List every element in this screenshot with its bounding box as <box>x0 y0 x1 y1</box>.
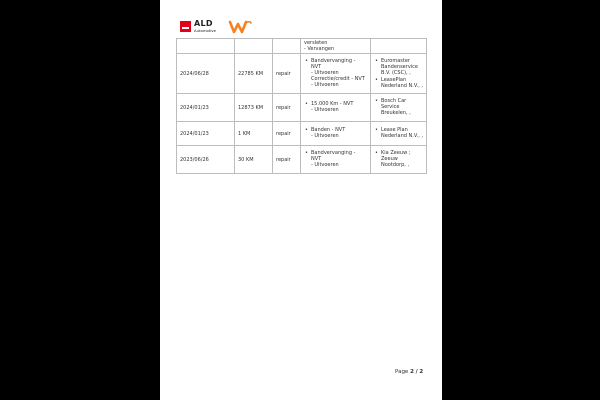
actions-cell <box>301 39 371 54</box>
actions-cell <box>301 122 371 146</box>
mileage-cell: 22785 KM <box>235 54 273 94</box>
table-row <box>177 94 427 122</box>
maintenance-history-table <box>176 38 427 174</box>
action-text: versleten - Vervangen <box>304 40 335 52</box>
ald-logo-subtitle: Automotive <box>194 28 216 33</box>
page-current: 2 <box>410 369 414 375</box>
suppliers-cell <box>371 39 427 54</box>
page-number <box>395 369 423 375</box>
ald-automotive-logo <box>180 20 220 37</box>
actions-cell <box>301 94 371 122</box>
date-cell: 2024/01/23 <box>177 122 235 146</box>
mileage-cell: 1 KM <box>235 122 273 146</box>
date-cell: 2024/01/23 <box>177 94 235 122</box>
type-cell: repair <box>273 146 301 174</box>
ald-logo-bar <box>182 27 189 29</box>
type-cell: repair <box>273 94 301 122</box>
date-cell <box>177 39 235 54</box>
actions-list <box>304 58 367 88</box>
suppliers-list <box>374 150 423 168</box>
mileage-cell: 12873 KM <box>235 94 273 122</box>
suppliers-cell <box>371 54 427 94</box>
page-label: Page <box>395 369 409 375</box>
table-row <box>177 146 427 174</box>
ald-logo-name: ALD <box>194 19 213 28</box>
suppliers-cell <box>371 122 427 146</box>
supplier-item: • Lease Plan Nederland N.V., , <box>381 127 423 139</box>
table-row <box>177 54 427 94</box>
suppliers-list <box>374 98 423 116</box>
table-row <box>177 39 427 54</box>
page-total: 2 <box>419 369 424 375</box>
date-cell: 2024/06/28 <box>177 54 235 94</box>
supplier-item: • LeasePlan Nederland N.V., , <box>381 77 423 89</box>
action-item: • Bandvervanging - NVT - Uitvoeren Correctie/credit - NVT - Uitvoeren <box>311 58 367 88</box>
mileage-cell <box>235 39 273 54</box>
actions-cell <box>301 54 371 94</box>
action-item: • Banden - NVT - Uitvoeren <box>311 127 367 139</box>
actions-list <box>304 150 367 168</box>
leaseplan-logo <box>228 18 252 36</box>
actions-cell <box>301 146 371 174</box>
actions-list <box>304 101 367 113</box>
page-separator: / <box>415 369 418 375</box>
suppliers-list <box>374 127 423 139</box>
suppliers-cell <box>371 146 427 174</box>
document-page <box>160 0 442 400</box>
type-cell <box>273 39 301 54</box>
supplier-item: • Euromaster Bandenservice B.V. (CSC), , <box>381 58 423 76</box>
action-item: • Bandvervanging - NVT - Uitvoeren <box>311 150 367 168</box>
type-cell: repair <box>273 54 301 94</box>
supplier-item: • Kia Zeeuw ; Zeeuw Nootdorp, , <box>381 150 423 168</box>
suppliers-cell <box>371 94 427 122</box>
mileage-cell: 30 KM <box>235 146 273 174</box>
table-row <box>177 122 427 146</box>
action-item: • 15.000 Km - NVT - Uitvoeren <box>311 101 367 113</box>
type-cell: repair <box>273 122 301 146</box>
date-cell: 2023/06/26 <box>177 146 235 174</box>
actions-list <box>304 127 367 139</box>
suppliers-list <box>374 58 423 89</box>
supplier-item: • Bosch Car Service Breukelen, , <box>381 98 423 116</box>
